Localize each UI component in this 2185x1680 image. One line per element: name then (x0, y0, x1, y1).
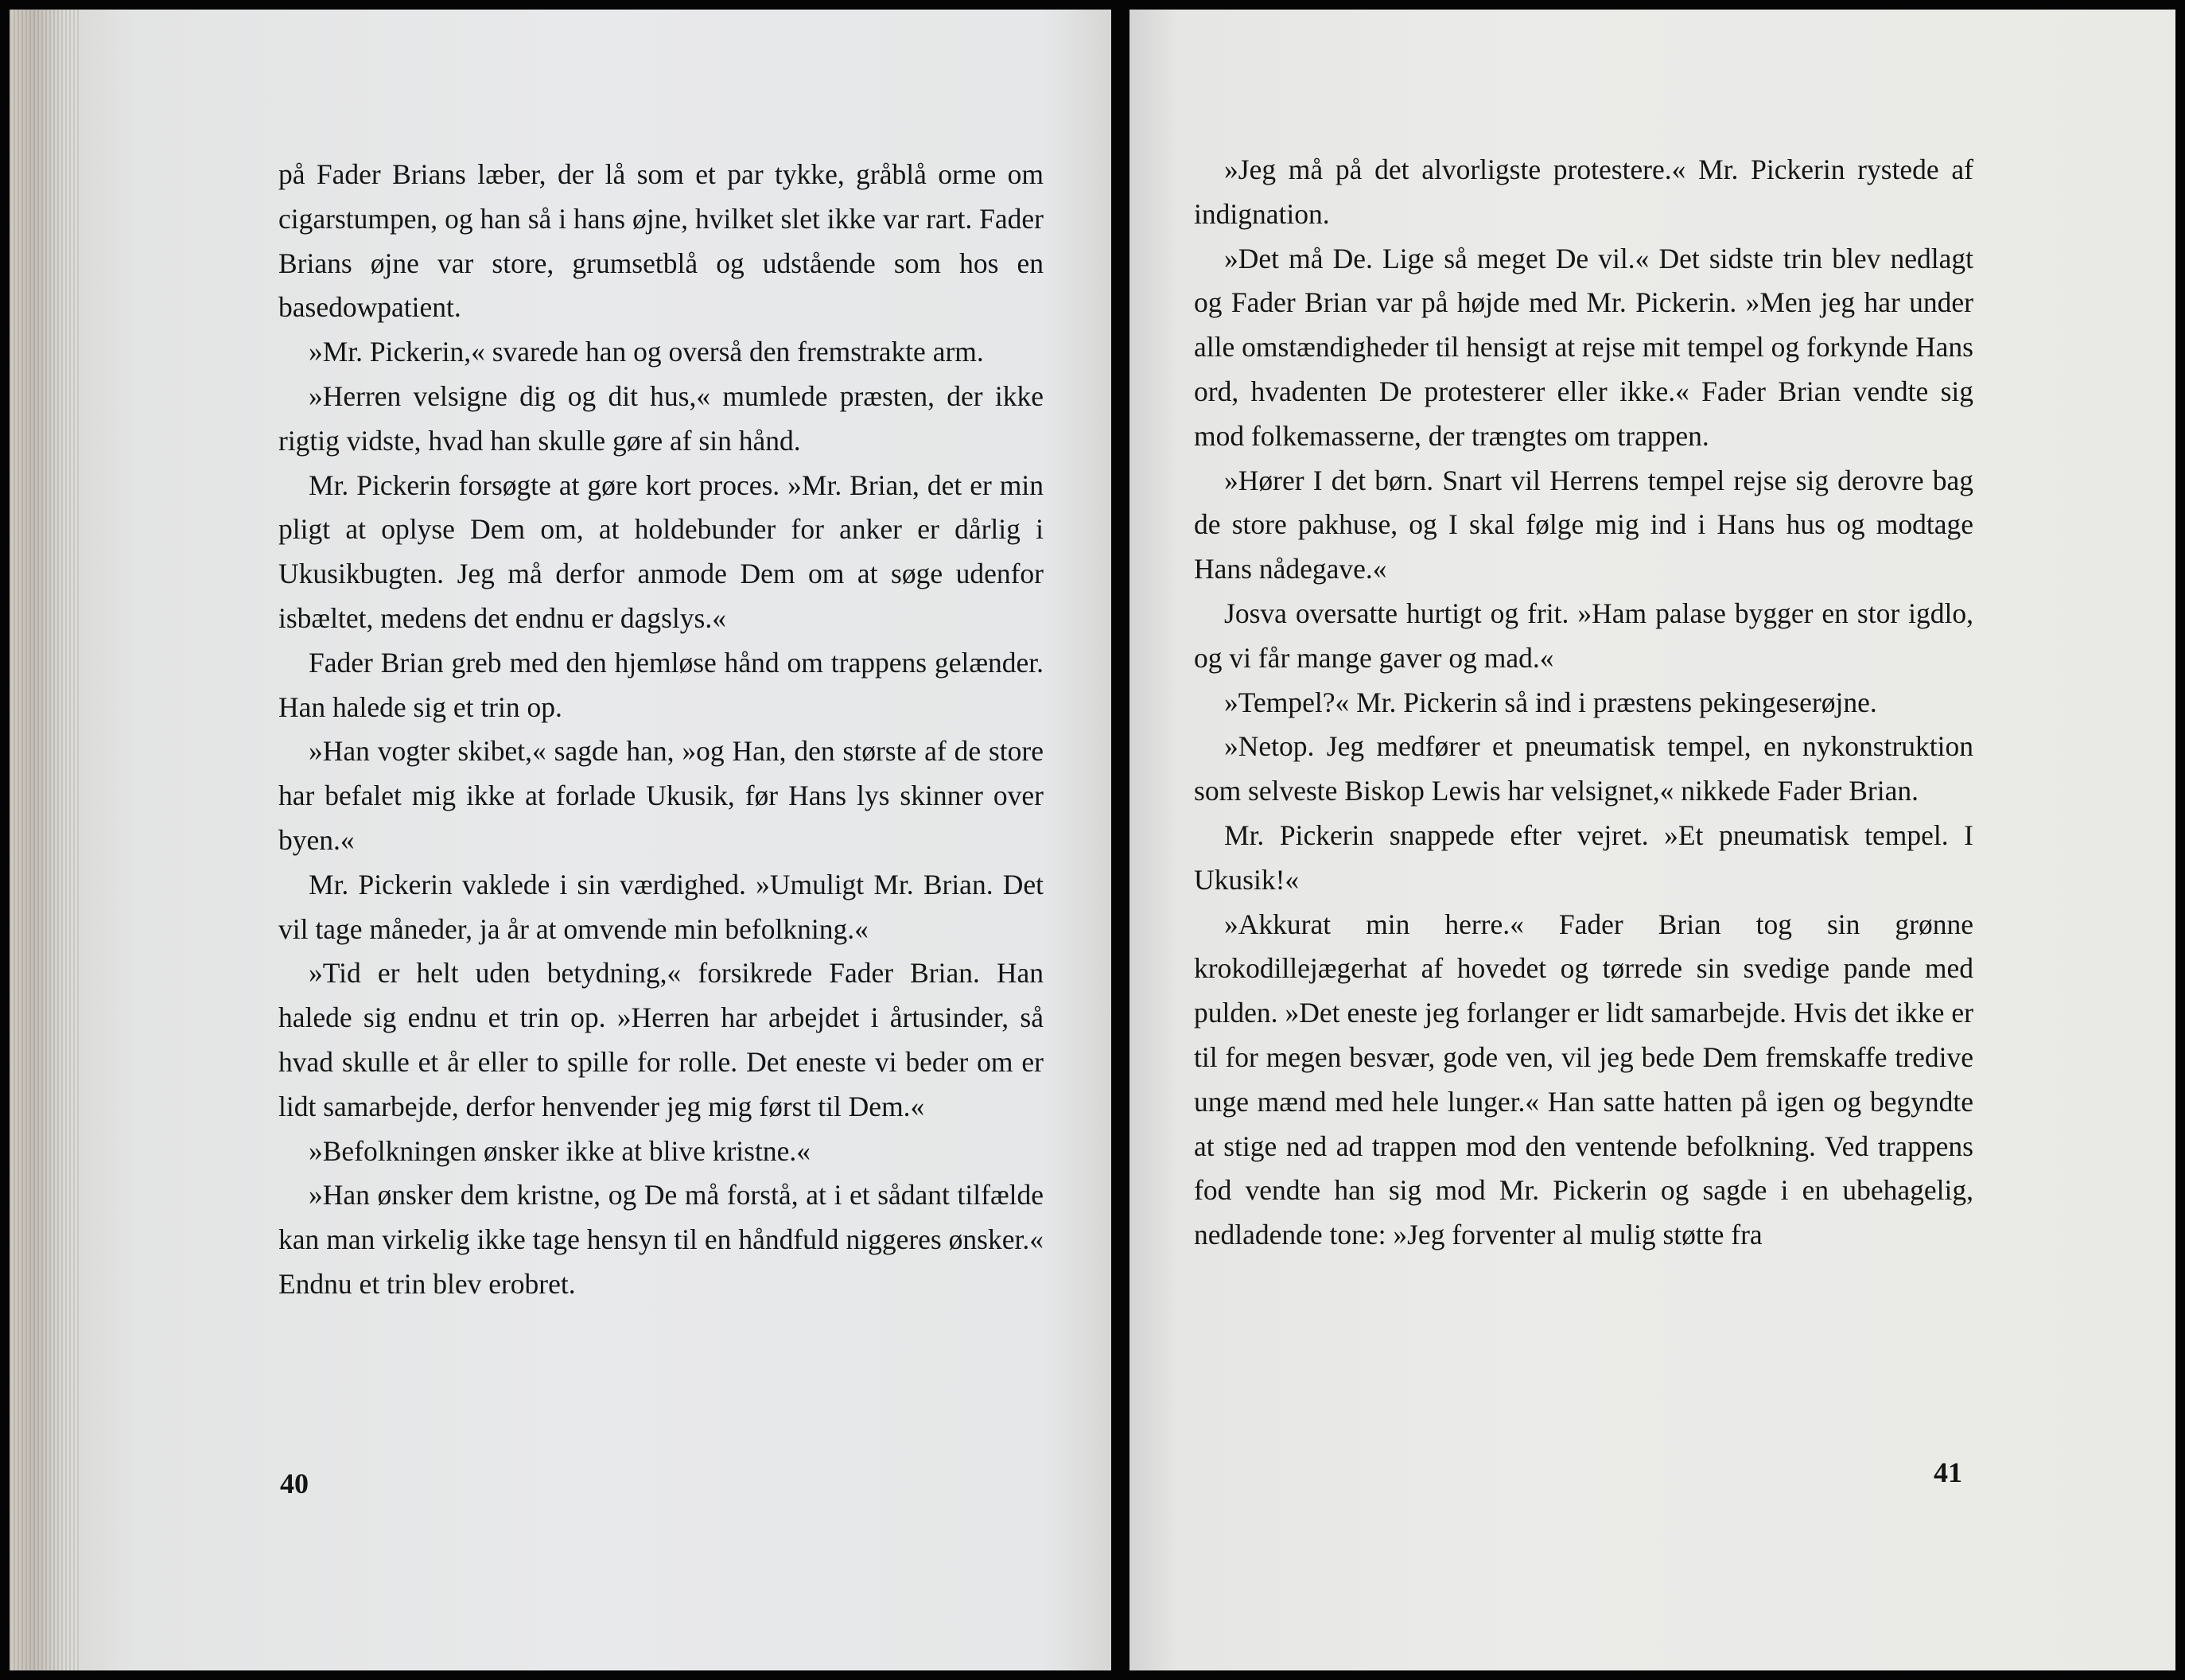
paragraph: »Befolkningen ønsker ikke at blive kristne.« (309, 1134, 811, 1167)
left-page (10, 10, 1111, 1670)
paragraph: »Herren velsigne dig og dit hus,« mumlede præsten, der ikke rigtig vidste, hvad han skulle gøre af sin hånd. (278, 379, 1044, 457)
page-number: 40 (280, 1468, 309, 1499)
paragraph: »Tempel?« Mr. Pickerin så ind i præstens pekingeserøjne. (1224, 686, 1877, 718)
right-page (1129, 10, 2175, 1670)
left-page-text (278, 153, 1044, 1307)
page-edge-shadow (10, 10, 80, 1670)
paragraph: »Netop. Jeg medfører et pneumatisk tempel, en nykonstruktion som selveste Biskop Lewis har velsignet,« nikkede Fader Brian. (1194, 730, 1973, 807)
paragraph: Fader Brian greb med den hjemløse hånd om trappens gelænder. Han halede sig et trin op. (278, 646, 1044, 723)
paragraph: »Tid er helt uden betydning,« forsikrede Fader Brian. Han halede sig endnu et trin op. »Herren har arbejdet i årtusinder, så hvad skulle et år eller to spille for rolle. Det eneste vi beder om er lidt samarbejde, derfor henvender jeg mig først til Dem.« (278, 957, 1044, 1122)
paragraph: på Fader Brians læber, der lå som et par tykke, gråblå orme om cigarstumpen, og han så i hans øjne, hvilket slet ikke var rart. Fader Brians øjne var store, grumsetblå og udstående som hos en basedowpatient. (278, 158, 1044, 324)
paragraph: Mr. Pickerin vaklede i sin værdighed. »Umuligt Mr. Brian. Det vil tage måneder, ja år at omvende min befolkning.« (278, 868, 1044, 945)
paragraph: »Mr. Pickerin,« svarede han og overså den fremstrakte arm. (309, 336, 984, 368)
paragraph: Mr. Pickerin snappede efter vejret. »Et pneumatisk tempel. I Ukusik!« (1194, 819, 1973, 896)
paragraph: »Han vogter skibet,« sagde han, »og Han, den største af de store har befalet mig ikke at forlade Ukusik, før Hans lys skinner over byen.« (278, 735, 1044, 856)
right-page-text (1194, 148, 1973, 1258)
paragraph: Mr. Pickerin forsøgte at gøre kort proces. »Mr. Brian, det er min pligt at oplyse Dem om, at holdebunder for anker er dårlig i Ukusikbugten. Jeg må derfor anmode Dem om at søge udenfor isbæltet, medens det endnu er dagslys.« (278, 469, 1044, 634)
paragraph: Josva oversatte hurtigt og frit. »Ham palase bygger en stor igdlo, og vi får mange gaver og mad.« (1194, 597, 1973, 674)
paragraph: »Akkurat min herre.« Fader Brian tog sin grønne krokodillejægerhat af hovedet og tørrede sin svedige pande med pulden. »Det eneste jeg forlanger er lidt samarbejde. Hvis det ikke er til for megen besvær, gode ven, vil jeg bede Dem fremskaffe tredive unge mænd med hele lunger.« Han satte hatten på igen og begyndte at stige ned ad trappen mod den ventende befolkning. Ved trappens fod vendte han sig mod Mr. Pickerin og sagde i en ubehagelig, nedladende tone: »Jeg forventer al mulig støtte fra (1194, 908, 1973, 1251)
paragraph: »Hører I det børn. Snart vil Herrens tempel rejse sig derovre bag de store pakhuse, og I skal følge mig ind i Hans hus og modtage Hans nådegave.« (1194, 464, 1973, 585)
paragraph: »Det må De. Lige så meget De vil.« Det sidste trin blev nedlagt og Fader Brian var på højde med Mr. Pickerin. »Men jeg har under alle omstændigheder til hensigt at rejse mit tempel og forkynde Hans ord, hvadenten De protesterer eller ikke.« Fader Brian vendte sig mod folkemasserne, der trængtes om trappen. (1194, 242, 1973, 452)
paragraph: »Han ønsker dem kristne, og De må forstå, at i et sådant tilfælde kan man virkelig ikke tage hensyn til en håndfuld niggeres ønsker.« Endnu et trin blev erobret. (278, 1179, 1044, 1300)
page-number: 41 (1934, 1456, 1962, 1488)
paragraph: »Jeg må på det alvorligste protestere.« Mr. Pickerin rystede af indignation. (1194, 154, 1973, 230)
